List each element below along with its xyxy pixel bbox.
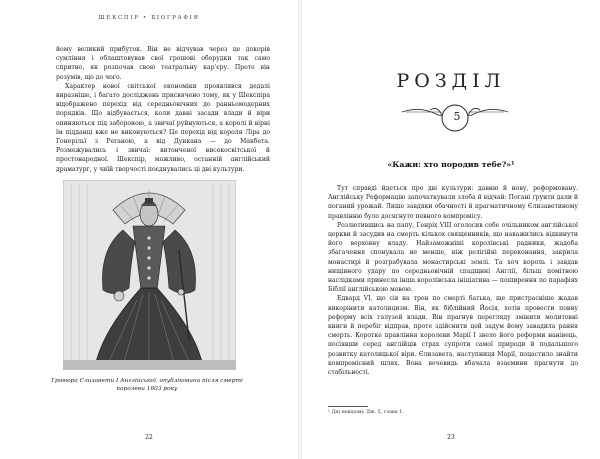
right-page [302, 0, 600, 459]
paragraph: йому великий прибуток. Він не відчував через це докорів сумління і облаштовував свої грошові оборудки так само спритно, як розпочав свою театральну кар'єру. Проте він розумів, що до чого. [56, 46, 270, 81]
chapter-heading: РОЗДІЛ [396, 70, 506, 92]
left-body-text [56, 45, 270, 174]
paragraph: Едвард VI, що сів на трон по смерті батька, ще пристрасніше жадав викорінити католицизм. Він, як біблійний Йосія, хотів провести повну реформу всіх галузей влади. Він прагнув перегляду змінити молитовні книги й перебіг відправ, проте здійснити цей задум йому завадила рання смерть. Коротке правління королеви Марії I звело його реформи нанівець, посіявши серед англійців страх супроти самої природи й подальшого розвитку католицької віри. Єлизавета, наступниця Марії, поцастило знайти компромісний шлях. Вона вочевидь вбачала взаємини прагнути до стабільності. [328, 295, 578, 377]
queen-elizabeth-engraving [63, 180, 236, 370]
paragraph: Характер нової світської економіки проявлявся дедалі виразніше, і багато досліджень присвячено тому, як у Шекспіра відображено перехід від середньовічних до ранньомодерних порядків. Що відбувається, коли давні засади влади й віри опиняються під забороною, а звичаї руйнуються, а королі й вірні їм підданці вже не виконуються? Це перехід від короля Ліра до Гонерільї з Реганою, а від Дункана — до Макбета. Розмежувались і звичаї: витонченої високосвітської й простонародної. Шекспір, можливо, останній англійський драматург, у чиїй творчості поєднувались ці дві культури. [56, 82, 270, 173]
footnote-rule [328, 406, 368, 407]
page-number: 23 [447, 434, 455, 441]
running-head: ШЕКСПІР • БІОГРАФІЯ [98, 15, 200, 21]
chapter-number: 5 [453, 110, 461, 123]
page-number: 22 [145, 434, 153, 441]
right-body-text [328, 184, 578, 377]
left-page [0, 0, 298, 459]
footnote: ¹ Дні невідомі: Дж. 5, глава 1. [328, 410, 404, 415]
image-caption: Гравюра Єлизавети I Англійської, опублікована після смерті королеви 1603 року [51, 378, 243, 393]
chapter-title: «Кажи: хто породив тебе?»¹ [387, 160, 515, 169]
paragraph: Розлютившись на папу, Генріх VIII оголосив себе очільником англійської церкви й засудив на смерть кількох священників, що наважились відкинути його верховну владу. Найзаможніші королівські радники, жадоба збагачення спонукала не менше, ніж релігійні переконання, закрила монастирі й розграбувала монастирські землі. Та хоч король і завдав нищівного удару по середньовічній спадщині Англії, більш помітною наслідками принесла інша королівська ініціатива — поширення по парафіях Біблії англійською мовою. [328, 221, 578, 294]
paragraph: Тут справді йдеться про дві культури: давню й нову, реформовану. Англійську Реформацію започаткували злоба й відчай: Погані ґрунти дали й поганий урожай. Лише завдяки обачності й прагматичному Єлизаветиному правлінню було досягнуто певного компромісу. [328, 185, 578, 220]
